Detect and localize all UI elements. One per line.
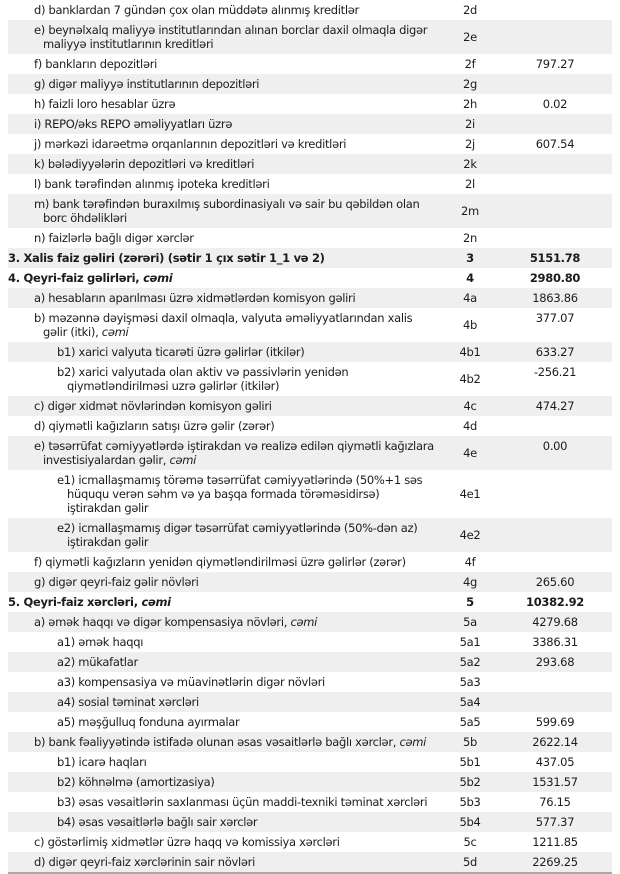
row-label-text: d) qiymətli kağızların satışı üzrə gəlir (zərər) bbox=[34, 419, 275, 433]
row-label bbox=[8, 812, 442, 832]
row-label bbox=[8, 416, 442, 436]
row-label-text: f) qiymətli kağızların yenidən qiymətləndirilməsi üzrə gəlirlər (zərər) bbox=[34, 555, 406, 569]
table-row bbox=[8, 94, 612, 114]
row-label bbox=[8, 552, 442, 572]
row-label bbox=[8, 20, 442, 54]
row-code: 4b bbox=[462, 318, 478, 332]
row-label-italic-suffix: cəmi bbox=[98, 325, 129, 339]
row-code: 5d bbox=[462, 855, 478, 869]
row-value bbox=[498, 174, 612, 194]
row-code: 5b4 bbox=[459, 815, 481, 829]
row-label-text: b) məzənnə dəyişməsi daxil olmaqla, valyuta əməliyyatlarından xalis gəlir (itki), bbox=[34, 311, 413, 339]
row-label-text: g) digər maliyyə institutlarının depozitləri bbox=[34, 77, 260, 91]
row-label bbox=[8, 342, 442, 362]
table-row bbox=[8, 288, 612, 308]
row-label bbox=[8, 74, 442, 94]
row-value: 599.69 bbox=[535, 715, 575, 729]
row-label bbox=[8, 114, 442, 134]
row-label bbox=[8, 592, 442, 612]
row-code: 4b2 bbox=[459, 372, 481, 386]
row-label bbox=[8, 268, 442, 288]
table-row bbox=[8, 772, 612, 792]
row-label-italic-suffix: cəmi bbox=[396, 735, 427, 749]
row-value bbox=[498, 518, 612, 552]
row-value: 633.27 bbox=[535, 345, 575, 359]
row-label-text: 3. Xalis faiz gəliri (zərəri) (sətir 1 çıx sətir 1_1 və 2) bbox=[8, 251, 325, 265]
row-value: 4279.68 bbox=[532, 615, 578, 629]
row-value bbox=[498, 470, 612, 518]
row-label bbox=[8, 772, 442, 792]
table-row bbox=[8, 692, 612, 712]
row-value: 1211.85 bbox=[532, 835, 578, 849]
row-label bbox=[8, 194, 442, 228]
row-label-italic-suffix: cəmi bbox=[137, 595, 171, 609]
row-value bbox=[498, 194, 612, 228]
table-row bbox=[8, 54, 612, 74]
row-value: -256.21 bbox=[533, 365, 577, 379]
row-code: 5c bbox=[463, 835, 477, 849]
row-code: 5b3 bbox=[459, 795, 481, 809]
row-value: 76.15 bbox=[539, 795, 571, 809]
row-value: 293.68 bbox=[535, 655, 575, 669]
row-label bbox=[8, 134, 442, 154]
table-row bbox=[8, 592, 612, 612]
row-label-text: e) beynəlxalq maliyyə institutlarından alınan borclar daxil olmaqla digər maliyyə institutlarının kreditləri bbox=[34, 23, 428, 51]
row-label bbox=[8, 248, 442, 268]
row-code: 4e2 bbox=[459, 528, 481, 542]
row-label-text: e) təsərrüfat cəmiyyətlərdə iştirakdan və realizə edilən qiymətli kağızlara investisiyalardan gəlir, bbox=[34, 439, 434, 467]
table-row bbox=[8, 552, 612, 572]
row-label bbox=[8, 712, 442, 732]
row-value: 2980.80 bbox=[529, 271, 581, 285]
table-row bbox=[8, 572, 612, 592]
row-label-text: f) bankların depozitləri bbox=[34, 57, 158, 71]
row-label-text: b) bank fəaliyyətində istifadə olunan əsas vəsaitlərlə bağlı xərclər, bbox=[34, 735, 397, 749]
row-code: 5a5 bbox=[459, 715, 481, 729]
row-code: 5b2 bbox=[459, 775, 481, 789]
row-label-italic-suffix: cəmi bbox=[166, 453, 197, 467]
row-code: 5a1 bbox=[459, 635, 481, 649]
row-value: 797.27 bbox=[535, 57, 575, 71]
row-code: 4e1 bbox=[459, 487, 481, 501]
table-row bbox=[8, 342, 612, 362]
row-label bbox=[8, 752, 442, 772]
table-row bbox=[8, 20, 612, 54]
row-label-text: c) digər xidmət növlərindən komisyon gəliri bbox=[34, 399, 272, 413]
row-value bbox=[498, 228, 612, 248]
table-row bbox=[8, 308, 612, 342]
row-label-text: n) faizlərlə bağlı digər xərclər bbox=[34, 231, 194, 245]
row-label bbox=[8, 308, 442, 342]
row-value bbox=[498, 692, 612, 712]
row-code: 5b1 bbox=[459, 755, 481, 769]
row-label-text: l) bank tərəfindən alınmış ipoteka kreditləri bbox=[34, 177, 270, 191]
row-value: 10382.92 bbox=[526, 595, 584, 609]
row-label-text: b2) xarici valyutada olan aktiv və passivlərin yenidən qiymətləndirilməsi uzrə gəlirlər (itkilər) bbox=[57, 365, 349, 393]
row-label bbox=[8, 572, 442, 592]
row-label bbox=[8, 470, 442, 518]
row-code: 4f bbox=[464, 555, 476, 569]
row-label-italic-suffix: cəmi bbox=[139, 271, 173, 285]
row-label-text: a5) məşğulluq fonduna ayırmalar bbox=[57, 715, 240, 729]
row-label-text: g) digər qeyri-faiz gəlir növləri bbox=[34, 575, 199, 589]
table-row bbox=[8, 436, 612, 470]
row-code: 2e bbox=[463, 30, 477, 44]
row-label-text: k) bələdiyyələrin depozitləri və kreditləri bbox=[34, 157, 255, 171]
row-label-text: a) hesabların aparılması üzrə xidmətlərdən komisyon gəliri bbox=[34, 291, 356, 305]
table-row bbox=[8, 752, 612, 772]
row-label-text: a4) sosial təminat xərcləri bbox=[57, 695, 199, 709]
row-label bbox=[8, 832, 442, 852]
row-label-text: h) faizli loro hesablar üzrə bbox=[34, 97, 176, 111]
row-label-text: 4. Qeyri-faiz gəlirləri, bbox=[8, 271, 140, 285]
row-code: 4d bbox=[462, 419, 478, 433]
row-code: 2d bbox=[462, 3, 478, 17]
table-row bbox=[8, 832, 612, 852]
row-value bbox=[498, 20, 612, 54]
row-code: 2l bbox=[465, 177, 475, 191]
row-label bbox=[8, 732, 442, 752]
table-row bbox=[8, 268, 612, 288]
row-label bbox=[8, 792, 442, 812]
row-value: 5151.78 bbox=[529, 251, 581, 265]
row-label-text: d) digər qeyri-faiz xərclərinin sair növləri bbox=[34, 855, 255, 869]
row-code: 4b1 bbox=[459, 345, 481, 359]
row-label-text: e1) icmallaşmamış törəmə təsərrüfat cəmiyyətlərində (50%+1 səs hüququ verən səhm və ya başqa formada törəməsidirsə) iştirakdan gəlir bbox=[57, 473, 423, 515]
row-label bbox=[8, 672, 442, 692]
row-label bbox=[8, 518, 442, 552]
table-row bbox=[8, 114, 612, 134]
table-row bbox=[8, 852, 612, 872]
table-row bbox=[8, 248, 612, 268]
row-value: 1531.57 bbox=[532, 775, 578, 789]
row-value: 474.27 bbox=[535, 399, 575, 413]
row-label bbox=[8, 612, 442, 632]
table-row bbox=[8, 174, 612, 194]
row-label bbox=[8, 362, 442, 396]
row-label bbox=[8, 94, 442, 114]
row-code: 2m bbox=[461, 204, 479, 218]
row-code: 5a2 bbox=[459, 655, 481, 669]
table-row bbox=[8, 470, 612, 518]
row-label-text: b3) əsas vəsaitlərin saxlanması üçün maddi-texniki təminat xərcləri bbox=[57, 795, 428, 809]
row-label bbox=[8, 228, 442, 248]
row-value: 2269.25 bbox=[532, 855, 578, 869]
row-value bbox=[498, 672, 612, 692]
row-label-text: a1) əmək haqqı bbox=[57, 635, 144, 649]
table-row bbox=[8, 134, 612, 154]
row-value: 437.05 bbox=[535, 755, 575, 769]
row-label-text: b4) əsas vəsaitlərlə bağlı sair xərclər bbox=[57, 815, 258, 829]
row-label bbox=[8, 652, 442, 672]
table-row bbox=[8, 228, 612, 248]
table-row bbox=[8, 612, 612, 632]
row-value bbox=[498, 114, 612, 134]
table-row bbox=[8, 812, 612, 832]
table-row bbox=[8, 396, 612, 416]
row-value bbox=[498, 0, 612, 20]
row-code: 2n bbox=[462, 231, 477, 245]
row-value bbox=[498, 74, 612, 94]
row-value: 607.54 bbox=[535, 137, 575, 151]
row-value bbox=[498, 416, 612, 436]
row-code: 2g bbox=[462, 77, 478, 91]
row-label-text: a2) mükafatlar bbox=[57, 655, 138, 669]
row-label-text: b2) köhnəlmə (amortizasiya) bbox=[57, 775, 215, 789]
row-value: 1863.86 bbox=[532, 291, 578, 305]
table-row bbox=[8, 652, 612, 672]
table-row bbox=[8, 672, 612, 692]
row-code: 4e bbox=[463, 446, 477, 460]
row-value: 577.37 bbox=[535, 815, 575, 829]
row-code: 2k bbox=[463, 157, 477, 171]
row-label bbox=[8, 852, 442, 872]
row-label-italic-suffix: cəmi bbox=[287, 615, 318, 629]
row-label-text: a3) kompensasiya və müavinətlərin digər növləri bbox=[57, 675, 325, 689]
row-code: 5a3 bbox=[459, 675, 481, 689]
row-code: 2j bbox=[465, 137, 475, 151]
row-label-text: a) əmək haqqı və digər kompensasiya növləri, bbox=[34, 615, 288, 629]
row-label-text: c) göstərlimiş xidmətlər üzrə haqq və komissiya xərcləri bbox=[34, 835, 340, 849]
row-label bbox=[8, 396, 442, 416]
row-value bbox=[498, 552, 612, 572]
row-label-text: 5. Qeyri-faiz xərcləri, bbox=[8, 595, 138, 609]
table-row bbox=[8, 362, 612, 396]
table-row bbox=[8, 792, 612, 812]
row-value: 2622.14 bbox=[532, 735, 578, 749]
table-row bbox=[8, 732, 612, 752]
row-label-text: b1) xarici valyuta ticarəti üzrə gəlirlər (itkilər) bbox=[57, 345, 305, 359]
row-label bbox=[8, 54, 442, 74]
row-label-text: i) REPO/əks REPO əməliyyatları üzrə bbox=[34, 117, 233, 131]
row-value: 265.60 bbox=[535, 575, 575, 589]
row-code: 4c bbox=[463, 399, 477, 413]
row-value: 0.02 bbox=[542, 97, 568, 111]
row-label bbox=[8, 174, 442, 194]
table-row bbox=[8, 632, 612, 652]
table-row bbox=[8, 74, 612, 94]
row-value: 3386.31 bbox=[532, 635, 578, 649]
row-code: 3 bbox=[466, 251, 474, 265]
row-label bbox=[8, 154, 442, 174]
row-label-text: b1) icarə haqları bbox=[57, 755, 147, 769]
row-code: 5a bbox=[463, 615, 477, 629]
table-row bbox=[8, 712, 612, 732]
row-code: 4 bbox=[466, 271, 474, 285]
row-value bbox=[498, 154, 612, 174]
row-label-text: m) bank tərəfindən buraxılmış subordinasiyalı və sair bu qəbildən olan borc öhdəlikləri bbox=[34, 197, 420, 225]
row-code: 4g bbox=[462, 575, 478, 589]
row-code: 2f bbox=[464, 57, 476, 71]
table-row bbox=[8, 416, 612, 436]
table-row bbox=[8, 518, 612, 552]
row-value: 377.07 bbox=[535, 311, 575, 325]
financial-report-table bbox=[8, 0, 612, 874]
row-value: 0.00 bbox=[542, 439, 568, 453]
row-label-text: e2) icmallaşmamış digər təsərrüfat cəmiyyətlərində (50%-dən az) iştirakdan gəlir bbox=[57, 521, 418, 549]
row-code: 5b bbox=[462, 735, 478, 749]
row-code: 4a bbox=[463, 291, 477, 305]
row-code: 5a4 bbox=[459, 695, 481, 709]
row-label bbox=[8, 692, 442, 712]
row-label bbox=[8, 0, 442, 20]
table-row bbox=[8, 194, 612, 228]
table-row bbox=[8, 0, 612, 20]
row-code: 2i bbox=[465, 117, 475, 131]
row-label bbox=[8, 632, 442, 652]
row-label-text: d) banklardan 7 gündən çox olan müddətə alınmış kreditlər bbox=[34, 3, 359, 17]
row-code: 2h bbox=[462, 97, 477, 111]
table-row bbox=[8, 154, 612, 174]
row-label bbox=[8, 288, 442, 308]
row-label-text: j) mərkəzi idarəetmə orqanlarının depozitləri və kreditləri bbox=[34, 137, 347, 151]
row-code: 5 bbox=[466, 595, 474, 609]
row-label bbox=[8, 436, 442, 470]
